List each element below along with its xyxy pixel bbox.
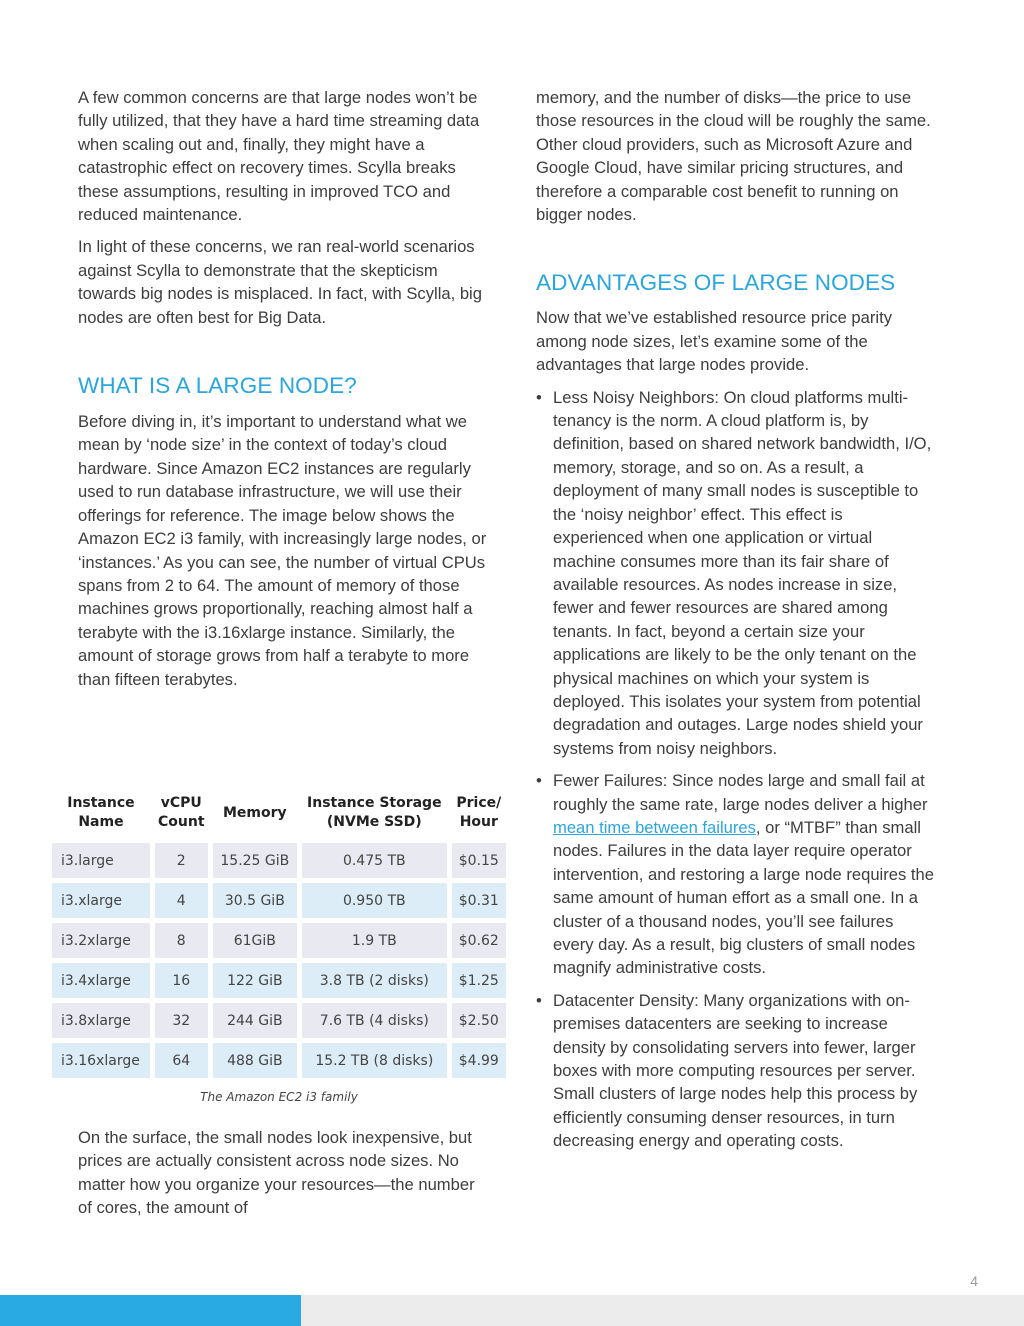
table-header-row <box>52 792 506 838</box>
cell-memory: 244 GiB <box>213 1003 297 1038</box>
cell-memory: 15.25 GiB <box>213 843 297 878</box>
cell-instance-name: i3.4xlarge <box>52 963 150 998</box>
left-column-bottom <box>78 1126 488 1220</box>
page-number: 4 <box>970 1273 978 1289</box>
bullet-text: Less Noisy Neighbors: On cloud platforms multi-tenancy is the norm. A cloud platform is, by definition, based on shared network bandwidth, I/O, memory, storage, and so on. As a result, a deployment of many small nodes is susceptible to the ‘noisy neighbor’ effect. This effect is experienced when one application or virtual machine consumes more than its fair share of available resources. As nodes increase in size, fewer and fewer resources are shared among tenants. In fact, beyond a certain size your applications are likely to be the only tenant on the physical machines on which your system is deployed. This isolates your system from potential degradation and outages. Large nodes shield your systems from noisy neighbors. <box>553 387 932 758</box>
pricing-paragraph: On the surface, the small nodes look inexpensive, but prices are actually consistent across node sizes. No matter how you organize your resources—the number of cores, the amount of <box>78 1128 475 1218</box>
intro-paragraph-1: A few common concerns are that large nodes won’t be fully utilized, that they have a hard time streaming data when scaling out and, finally, they might have a catastrophic effect on recovery times. Scylla breaks these assumptions, resulting in improved TCO and reduced maintenance. <box>78 88 480 225</box>
cell-memory: 61GiB <box>213 923 297 958</box>
cell-memory: 30.5 GiB <box>213 883 297 918</box>
cell-memory: 488 GiB <box>213 1043 297 1078</box>
cell-vcpu: 16 <box>155 963 208 998</box>
cell-price: $0.62 <box>452 923 506 958</box>
cell-instance-name: i3.16xlarge <box>52 1043 150 1078</box>
header-instance-name: Instance Name <box>67 795 135 830</box>
header-vcpu-count: vCPU Count <box>158 795 205 830</box>
cell-memory: 122 GiB <box>213 963 297 998</box>
cell-instance-name: i3.large <box>52 843 150 878</box>
section-heading-large-node: WHAT IS A LARGE NODE? <box>78 373 357 399</box>
cell-vcpu: 4 <box>155 883 208 918</box>
section-heading-advantages: ADVANTAGES OF LARGE NODES <box>536 270 896 296</box>
intro-paragraph-2: In light of these concerns, we ran real-world scenarios against Scylla to demonstrate that the skepticism towards big nodes is misplaced. In fact, with Scylla, big nodes are often best for Big Data. <box>78 237 482 327</box>
left-column <box>78 86 488 691</box>
bullet-text: Fewer Failures: Since nodes large and small fail at roughly the same rate, large nodes deliver a higher <box>553 771 928 814</box>
table-row <box>52 963 506 998</box>
large-node-paragraph: Before diving in, it’s important to understand what we mean by ‘node size’ in the context of today’s cloud hardware. Since Amazon EC2 instances are regularly used to run database infrastructure, we will use their offerings for reference. The image below shows the Amazon EC2 i3 family, with increasingly large nodes, or ‘instances.’ As you can see, the number of virtual CPUs spans from 2 to 64. The amount of memory of those machines grows proportionally, reaching almost half a terabyte with the i3.16xlarge instance. Similarly, the amount of storage grows from half a terabyte to more than fifteen terabytes. <box>78 412 487 689</box>
cell-storage: 1.9 TB <box>302 923 447 958</box>
header-price-hour: Price/ Hour <box>456 795 502 830</box>
cell-price: $1.25 <box>452 963 506 998</box>
table-row <box>52 1003 506 1038</box>
advantages-list <box>536 386 936 1153</box>
cell-price: $0.15 <box>452 843 506 878</box>
list-item-noisy-neighbors <box>536 386 936 761</box>
cell-storage: 0.475 TB <box>302 843 447 878</box>
cell-vcpu: 8 <box>155 923 208 958</box>
list-item-fewer-failures <box>536 769 936 980</box>
bullet-marker: • <box>536 990 542 1010</box>
cell-vcpu: 64 <box>155 1043 208 1078</box>
cell-vcpu: 32 <box>155 1003 208 1038</box>
mtbf-link[interactable]: mean time between failures <box>553 817 756 837</box>
right-column <box>536 86 936 1153</box>
cell-instance-name: i3.8xlarge <box>52 1003 150 1038</box>
cell-storage: 3.8 TB (2 disks) <box>302 963 447 998</box>
cell-storage: 15.2 TB (8 disks) <box>302 1043 447 1078</box>
cell-storage: 0.950 TB <box>302 883 447 918</box>
cell-price: $0.31 <box>452 883 506 918</box>
table-caption: The Amazon EC2 i3 family <box>200 1090 358 1104</box>
header-instance-storage: Instance Storage (NVMe SSD) <box>307 795 442 830</box>
cell-storage: 7.6 TB (4 disks) <box>302 1003 447 1038</box>
table-row <box>52 843 506 878</box>
footer-accent-bar <box>0 1295 301 1326</box>
cell-price: $4.99 <box>452 1043 506 1078</box>
table-row <box>52 883 506 918</box>
advantages-lead-paragraph: Now that we’ve established resource price parity among node sizes, let’s examine some of the advantages that large nodes provide. <box>536 308 893 375</box>
table-row <box>52 923 506 958</box>
cell-instance-name: i3.2xlarge <box>52 923 150 958</box>
cell-instance-name: i3.xlarge <box>52 883 150 918</box>
pricing-continued-paragraph: memory, and the number of disks—the price to use those resources in the cloud will be roughly the same. Other cloud providers, such as Microsoft Azure and Google Cloud, have similar pricing structures, and therefore a comparable cost benefit to running on bigger nodes. <box>536 88 931 225</box>
table-row <box>52 1043 506 1078</box>
bullet-marker: • <box>536 387 542 407</box>
instance-table <box>47 787 511 1083</box>
cell-vcpu: 2 <box>155 843 208 878</box>
list-item-datacenter-density <box>536 989 936 1153</box>
bullet-text-continued: , or “MTBF” than small nodes. Failures in the data layer require operator intervention, and restoring a large node requires the same amount of human effort as a small one. In a cluster of a thousand nodes, you’ll see failures every day. As a result, big clusters of small nodes magnify administrative costs. <box>553 817 934 978</box>
header-memory: Memory <box>222 804 287 821</box>
bullet-marker: • <box>536 771 542 791</box>
bullet-text: Datacenter Density: Many organizations with on-premises datacenters are seeking to increase density by consolidating servers into fewer, larger boxes with more computing resources per server. Small clusters of large nodes help this process by efficiently consuming denser resources, in turn decreasing energy and operating costs. <box>553 990 918 1151</box>
cell-price: $2.50 <box>452 1003 506 1038</box>
